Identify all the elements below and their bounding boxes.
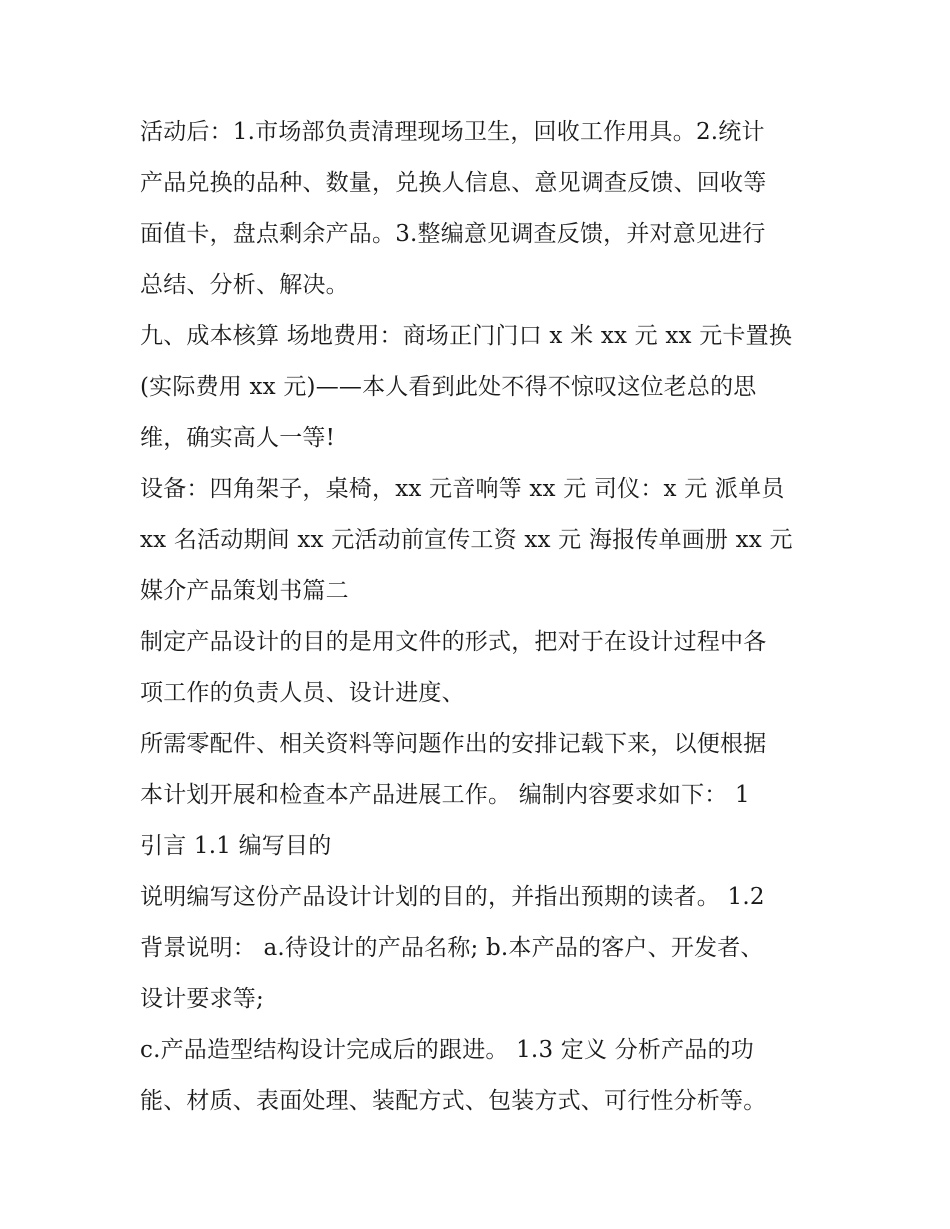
text-line: 产品兑换的品种、数量，兑换人信息、意见调查反馈、回收等 [140,170,767,196]
text-line: 说明编写这份产品设计计划的目的，并指出预期的读者。 1.2 [140,884,765,910]
section-heading: 媒介产品策划书篇二 [140,578,349,604]
text-line: 设备：四角架子，桌椅，xx 元音响等 xx 元 司仪：x 元 派单员 [140,476,785,502]
text-line: 总结、分析、解决。 [140,272,349,298]
text-line: 引言 1.1 编写目的 [140,833,332,859]
text-line: 设计要求等; [140,986,264,1012]
text-line: 活动后：1.市场部负责清理现场卫生，回收工作用具。2.统计 [140,119,765,145]
text-line: 背景说明： a.待设计的产品名称; b.本产品的客户、开发者、 [140,935,764,961]
document-body [140,107,840,1127]
text-line: 维，确实高人一等! [140,425,336,451]
text-line: xx 名活动期间 xx 元活动前宣传工资 xx 元 海报传单画册 xx 元 [140,527,793,553]
text-line: 所需零配件、相关资料等问题作出的安排记载下来，以便根据 [140,731,767,757]
text-line: (实际费用 xx 元)——本人看到此处不得不惊叹这位老总的思 [140,374,757,400]
text-line: 能、材质、表面处理、装配方式、包装方式、可行性分析等。 [140,1088,767,1114]
text-line: 九、成本核算 场地费用：商场正门门口 x 米 xx 元 xx 元卡置换 [140,323,793,349]
text-line: 项工作的负责人员、设计进度、 [140,680,465,706]
text-line: 本计划开展和检查本产品进展工作。 编制内容要求如下： 1 [140,782,750,808]
text-line: 面值卡，盘点剩余产品。3.整编意见调查反馈，并对意见进行 [140,221,766,247]
text-line: c.产品造型结构设计完成后的跟进。 1.3 定义 分析产品的功 [140,1037,754,1063]
text-line: 制定产品设计的目的是用文件的形式，把对于在设计过程中各 [140,629,767,655]
